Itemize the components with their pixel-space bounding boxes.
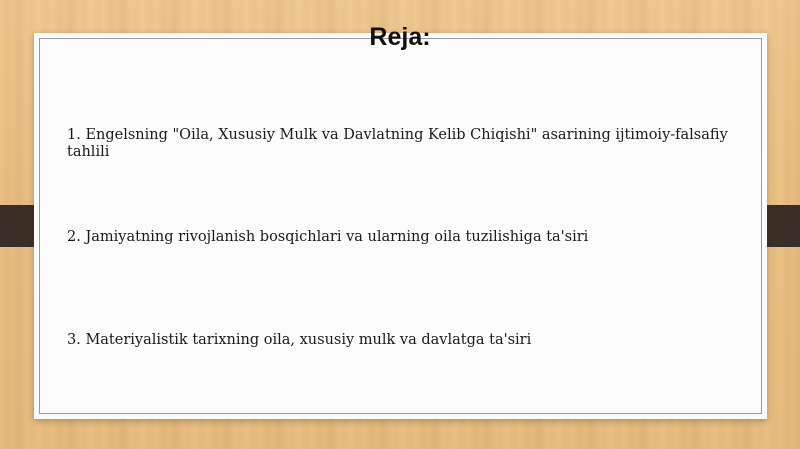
plan-item-1: 1. Engelsning "Oila, Xususiy Mulk va Davlatning Kelib Chiqishi" asarining ijtimoiy-falsafiy tahlili [67, 127, 728, 160]
slide-paper [34, 33, 767, 419]
slide-title: Reja: [369, 23, 431, 51]
plan-item-2: 2. Jamiyatning rivojlanish bosqichlari va ularning oila tuzilishiga ta'siri [67, 229, 589, 245]
plan-item-3: 3. Materiyalistik tarixning oila, xususiy mulk va davlatga ta'siri [67, 332, 532, 348]
slide-inner-border [39, 38, 762, 414]
